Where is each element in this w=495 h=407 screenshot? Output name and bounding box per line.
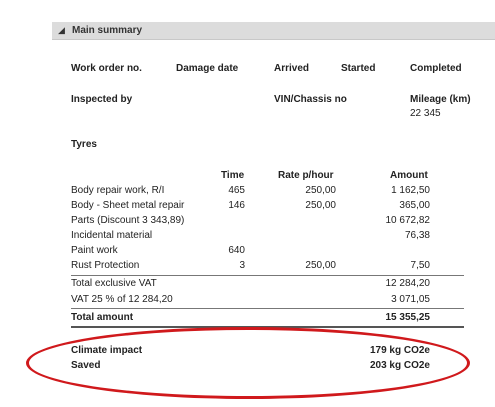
section-header[interactable]	[52, 22, 495, 40]
vat-value: 3 071,05	[391, 294, 430, 305]
total-amount-value: 15 355,25	[385, 312, 430, 323]
collapse-triangle-icon[interactable]: ◢	[58, 25, 65, 35]
line-item	[71, 200, 471, 213]
vat-row	[71, 294, 471, 307]
amount-column-header: Amount	[390, 170, 428, 181]
line-time: 146	[228, 200, 245, 211]
divider	[71, 275, 464, 276]
line-desc: Rust Protection	[71, 260, 140, 271]
line-desc: Body - Sheet metal repair	[71, 200, 185, 211]
mileage-value: 22 345	[410, 108, 441, 119]
line-item	[71, 185, 471, 198]
line-item	[71, 245, 471, 258]
line-amount: 7,50	[410, 260, 430, 271]
line-desc: Parts (Discount 3 343,89)	[71, 215, 185, 226]
rate-column-header: Rate p/hour	[278, 170, 334, 181]
damage-date-label: Damage date	[176, 63, 239, 74]
vat-label: VAT 25 % of 12 284,20	[71, 294, 173, 305]
divider	[71, 308, 464, 309]
vin-label: VIN/Chassis no	[274, 94, 347, 105]
total-excl-vat-value: 12 284,20	[385, 278, 430, 289]
inspected-by-label: Inspected by	[71, 94, 133, 105]
mileage-label: Mileage (km)	[410, 94, 471, 105]
total-amount-row	[71, 312, 471, 325]
line-rate: 250,00	[305, 260, 336, 271]
line-desc: Body repair work, R/I	[71, 185, 165, 196]
line-desc: Incidental material	[71, 230, 153, 241]
line-time: 640	[228, 245, 245, 256]
climate-impact-value: 179 kg CO2e	[369, 345, 430, 356]
time-column-header: Time	[221, 170, 245, 181]
total-excl-vat-row	[71, 278, 471, 291]
saved-label: Saved	[71, 360, 101, 371]
line-time: 3	[239, 260, 245, 271]
line-time: 465	[228, 185, 245, 196]
tyres-label: Tyres	[71, 139, 97, 150]
line-amount: 10 672,82	[385, 215, 430, 226]
work-order-label: Work order no.	[71, 63, 142, 74]
line-rate: 250,00	[305, 185, 336, 196]
started-label: Started	[341, 63, 376, 74]
line-item	[71, 230, 471, 243]
arrived-label: Arrived	[274, 63, 310, 74]
line-item	[71, 260, 471, 273]
line-amount: 1 162,50	[391, 185, 430, 196]
line-desc: Paint work	[71, 245, 118, 256]
climate-impact-label: Climate impact	[71, 345, 143, 356]
line-item	[71, 215, 471, 228]
line-rate: 250,00	[305, 200, 336, 211]
highlight-ellipse	[26, 327, 470, 399]
completed-label: Completed	[410, 63, 462, 74]
saved-value: 203 kg CO2e	[369, 360, 430, 371]
total-excl-vat-label: Total exclusive VAT	[71, 278, 157, 289]
section-title: Main summary	[72, 25, 143, 36]
line-amount: 365,00	[399, 200, 430, 211]
total-amount-label: Total amount	[71, 312, 134, 323]
line-amount: 76,38	[404, 230, 430, 241]
